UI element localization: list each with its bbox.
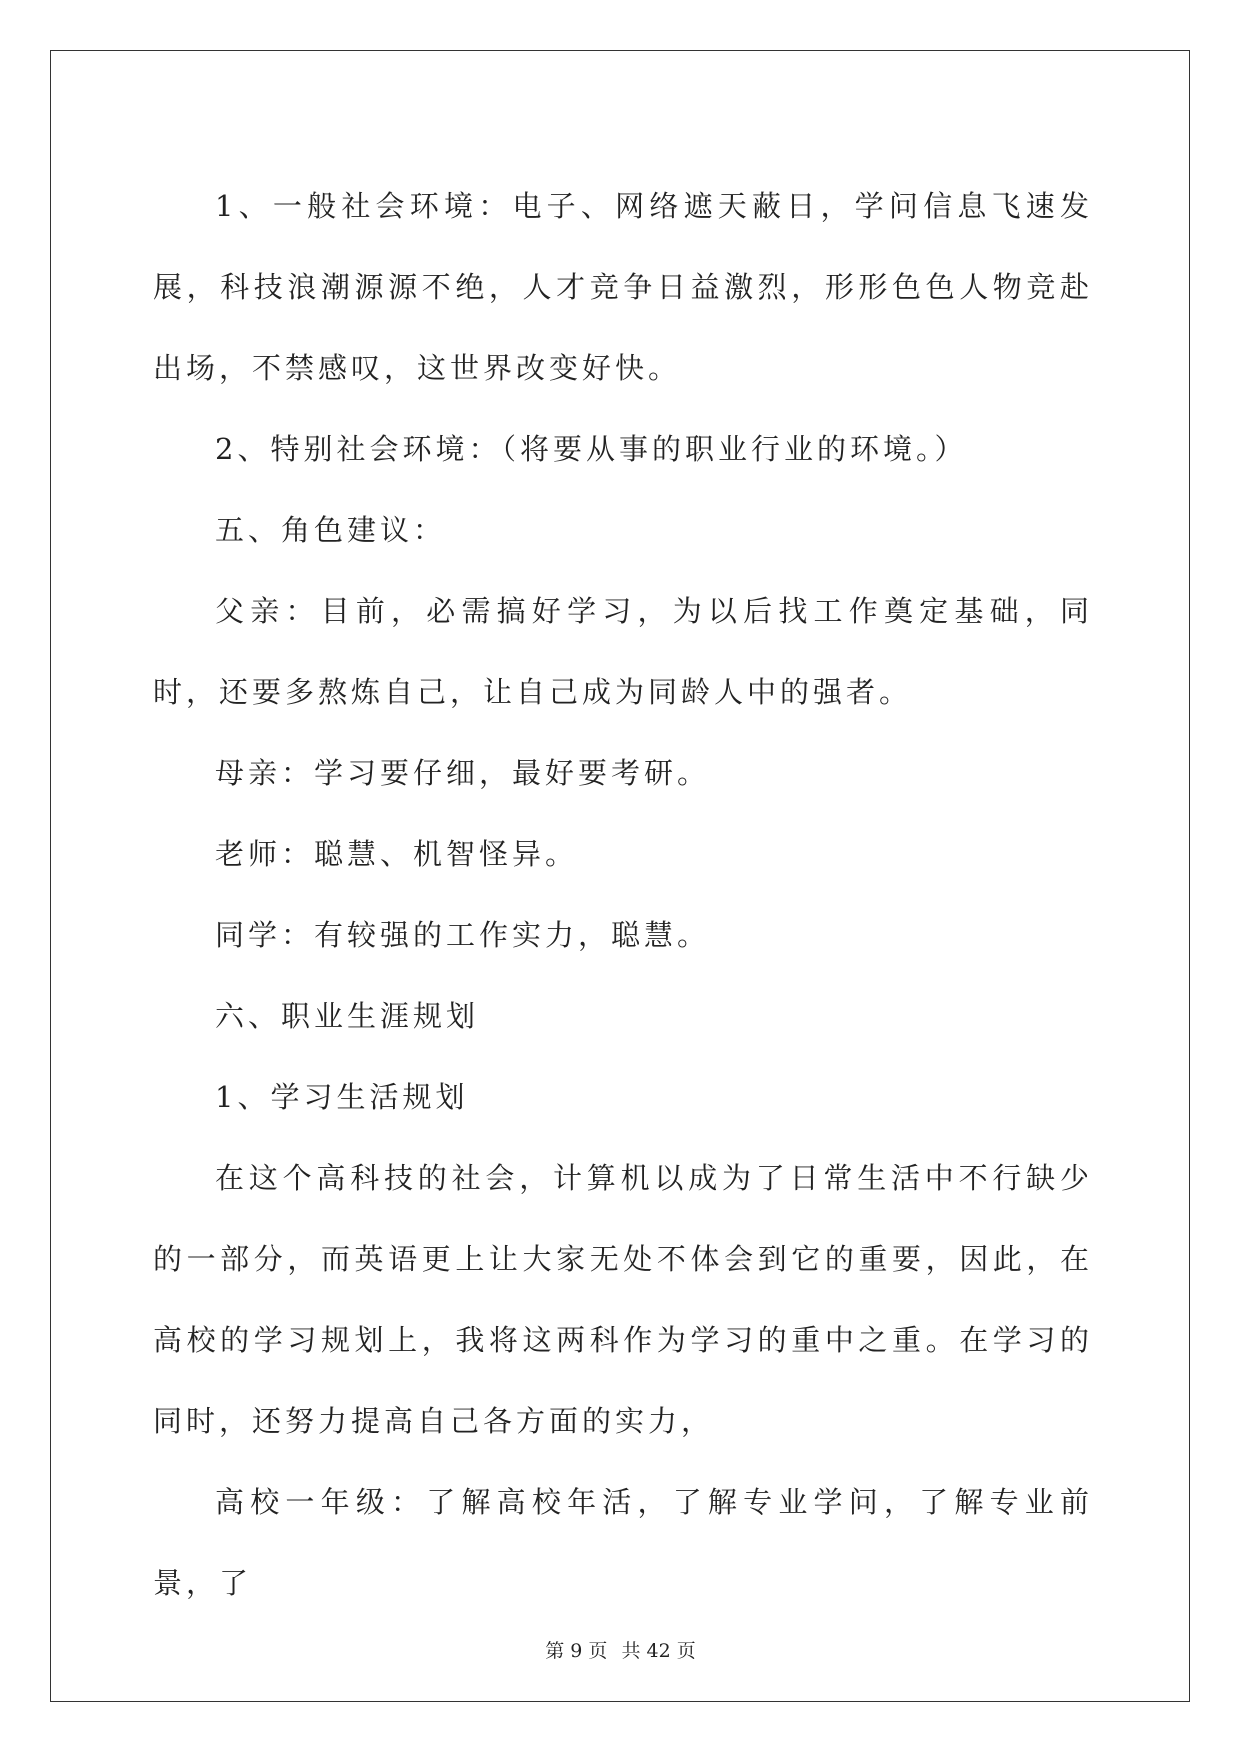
page-total: 共 42 页 bbox=[621, 1640, 696, 1662]
page-footer bbox=[0, 1636, 1241, 1663]
heading-study-life-plan: 1、学习生活规划 bbox=[215, 1080, 469, 1114]
paragraph-mother-advice: 母亲：学习要仔细，最好要考研。 bbox=[215, 756, 711, 790]
paragraph-first-year: 高校一年级：了解高校年活，了解专业学问，了解专业前景，了 bbox=[153, 1485, 1093, 1600]
paragraph-teacher-advice: 老师：聪慧、机智怪异。 bbox=[215, 837, 579, 871]
paragraph-study-plan: 在这个高科技的社会，计算机以成为了日常生活中不行缺少的一部分，而英语更上让大家无处不体会到它的重要，因此，在高校的学习规划上，我将这两科作为学习的重中之重。在学习的同时，还努力提高自己各方面的实力， bbox=[153, 1161, 1093, 1438]
page-number: 第 9 页 bbox=[545, 1640, 608, 1662]
heading-career-plan: 六、职业生涯规划 bbox=[215, 999, 480, 1033]
paragraph-general-environment: 1、一般社会环境：电子、网络遮天蔽日，学问信息飞速发展，科技浪潮源源不绝，人才竞争日益激烈，形形色色人物竞赴出场，不禁感叹，这世界改变好快。 bbox=[153, 189, 1093, 385]
paragraph-special-environment: 2、特别社会环境：（将要从事的职业行业的环境。） bbox=[215, 432, 968, 466]
heading-role-advice: 五、角色建议： bbox=[215, 513, 447, 547]
document-body bbox=[153, 166, 1093, 1624]
paragraph-father-advice: 父亲：目前，必需搞好学习，为以后找工作奠定基础，同时，还要多熬炼自己，让自己成为同龄人中的强者。 bbox=[153, 594, 1093, 709]
paragraph-classmate-advice: 同学：有较强的工作实力，聪慧。 bbox=[215, 918, 711, 952]
